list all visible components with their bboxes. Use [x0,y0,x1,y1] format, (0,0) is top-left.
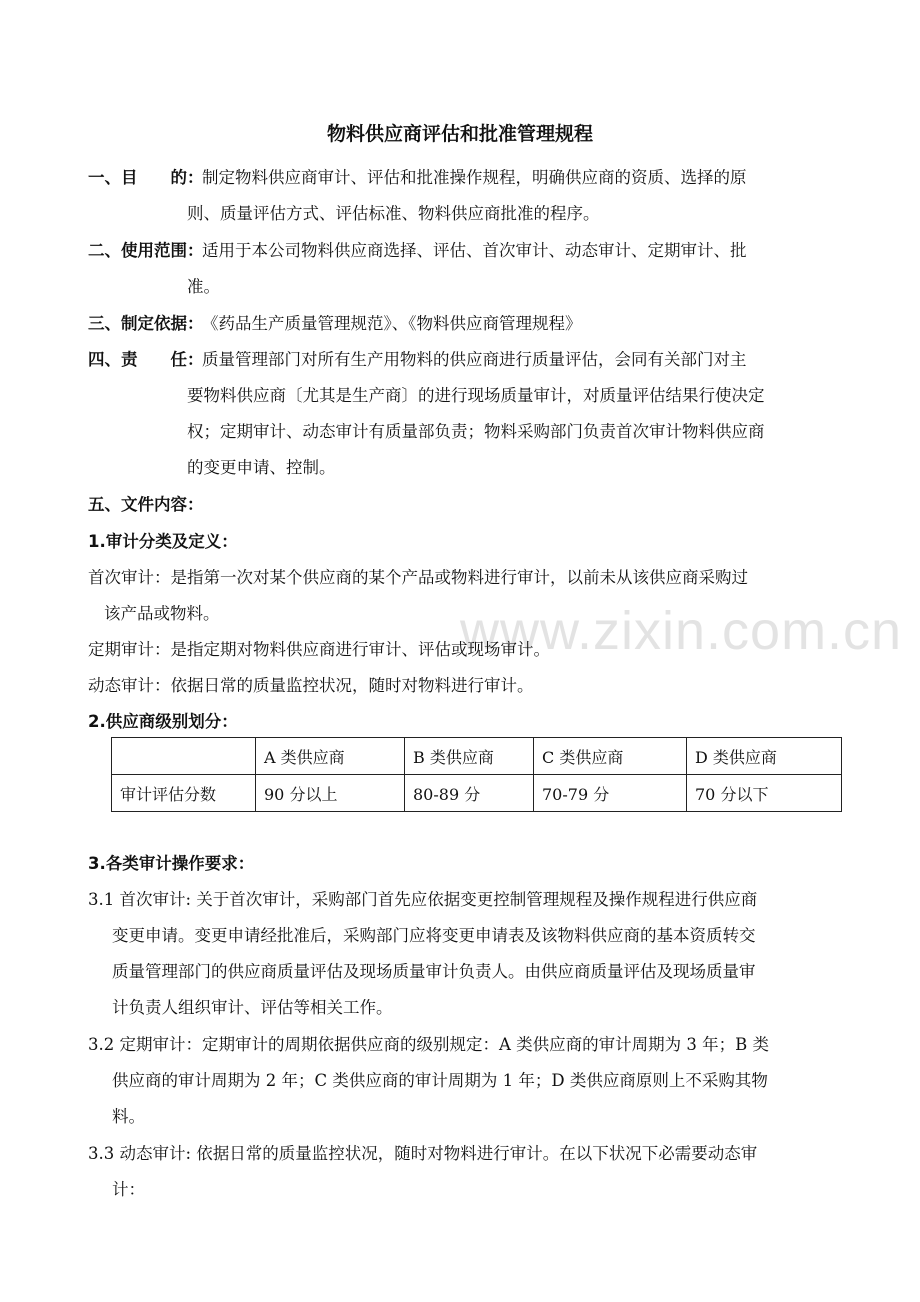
para-3-1-line-4: 计负责人组织审计、评估等相关工作。 [112,998,393,1017]
table-cell: 审计评估分数 [112,775,256,812]
table-cell: 80-89 分 [405,775,534,812]
section-1-line-2: 则、质量评估方式、评估标准、物料供应商批准的程序。 [187,204,600,223]
table-header-cell: C 类供应商 [534,738,687,775]
section-4-line-3: 权；定期审计、动态审计有质量部负责；物料采购部门负责首次审计物料供应商 [187,422,765,441]
table-cell: 90 分以上 [256,775,405,812]
definition-3: 动态审计：依据日常的质量监控状况，随时对物料进行审计。 [88,676,534,695]
table-header-cell: B 类供应商 [405,738,534,775]
table-header-row [112,738,842,775]
section-3-line-1: 《药品生产质量管理规范》、《物料供应商管理规程》 [202,314,582,333]
para-3-2-line-2: 供应商的审计周期为 2 年；C 类供应商的审计周期为 1 年；D 类供应商原则上不采购其物 [112,1071,768,1090]
section-4-line-1: 质量管理部门对所有生产用物料的供应商进行质量评估，会同有关部门对主 [202,350,747,369]
heading-1: 1.审计分类及定义： [88,532,238,551]
section-3-label: 三、制定依据： [88,314,204,333]
section-2-line-2: 准。 [187,277,220,296]
table-header-cell [112,738,256,775]
para-3-3-line-2: 计： [112,1180,145,1199]
para-3-2-line-1: 3.2 定期审计：定期审计的周期依据供应商的级别规定：A 类供应商的审计周期为 3 年；B 类 [88,1035,770,1054]
para-3-1-line-3: 质量管理部门的供应商质量评估及现场质量审计负责人。由供应商质量评估及现场质量审 [112,962,756,981]
table-row [112,775,842,812]
section-2-label: 二、使用范围： [88,241,204,260]
section-4-label: 四、责 任： [88,350,204,369]
para-3-1-line-2: 变更申请。变更申请经批准后，采购部门应将变更申请表及该物料供应商的基本资质转交 [112,926,756,945]
definition-1-line-2: 该产品或物料。 [104,604,220,623]
section-2-line-1: 适用于本公司物料供应商选择、评估、首次审计、动态审计、定期审计、批 [202,241,747,260]
section-4-line-2: 要物料供应商〔尤其是生产商〕的进行现场质量审计，对质量评估结果行使决定 [187,386,765,405]
table-cell: 70-79 分 [534,775,687,812]
definition-2: 定期审计：是指定期对物料供应商进行审计、评估或现场审计。 [88,640,550,659]
heading-2: 2.供应商级别划分： [88,712,238,731]
table-cell: 70 分以下 [687,775,842,812]
heading-3: 3.各类审计操作要求： [88,854,255,873]
table-header-cell: D 类供应商 [687,738,842,775]
para-3-3-line-1: 3.3 动态审计: 依据日常的质量监控状况，随时对物料进行审计。在以下状况下必需要动态审 [88,1144,758,1163]
table-header-cell: A 类供应商 [256,738,405,775]
section-4-line-4: 的变更申请、控制。 [187,458,336,477]
section-1-line-1: 制定物料供应商审计、评估和批准操作规程，明确供应商的资质、选择的原 [202,168,747,187]
para-3-1-line-1: 3.1 首次审计: 关于首次审计，采购部门首先应依据变更控制管理规程及操作规程进行供应商 [88,890,758,909]
document-title: 物料供应商评估和批准管理规程 [326,123,593,145]
section-1-label: 一、目 的： [88,168,204,187]
supplier-grade-table [111,737,842,812]
para-3-2-line-3: 料。 [112,1107,145,1126]
watermark: www.zixin.com.cn [460,601,903,661]
section-5-label: 五、文件内容： [88,495,204,514]
definition-1-line-1: 首次审计：是指第一次对某个供应商的某个产品或物料进行审计，以前未从该供应商采购过 [88,568,748,587]
